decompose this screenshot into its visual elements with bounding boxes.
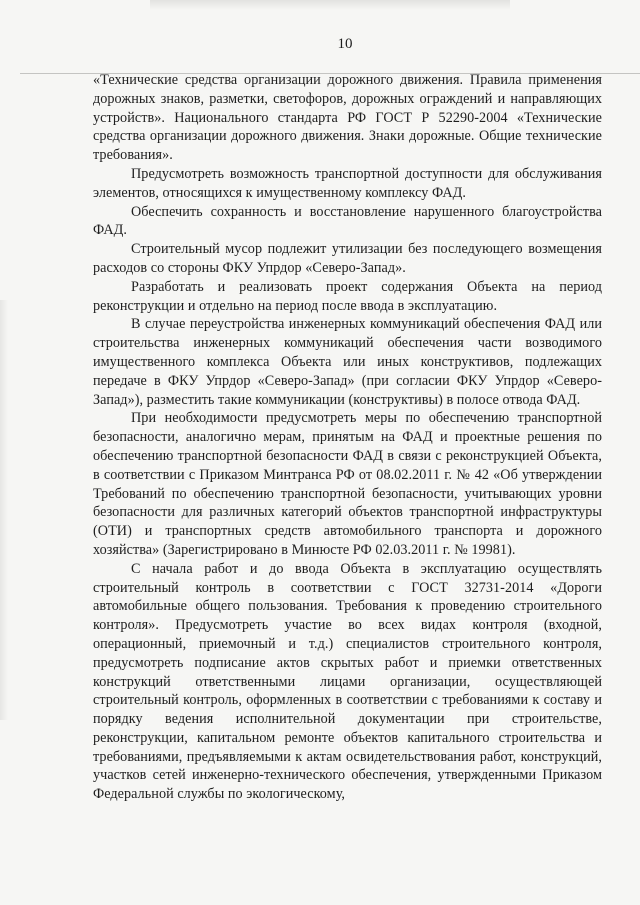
page-number: 10	[337, 36, 353, 52]
paragraph-maintenance-project: Разработать и реализовать проект содержания Объекта на период реконструкции и отдельно на период после ввода в эксплуатацию.	[93, 278, 602, 314]
scan-shadow	[150, 0, 510, 10]
paragraph-transport-access: Предусмотреть возможность транспортной доступности для обслуживания элементов, относящихся к имущественному комплексу ФАД.	[93, 165, 602, 201]
paragraph-transport-security: При необходимости предусмотреть меры по обеспечению транспортной безопасности, аналогично мерам, принятым на ФАД и проектные решения по обеспечению транспортной безопасности ФАД в связи с реконструкцией Объекта, в соответствии с Приказом Минтранса РФ от 08.02.2011 г. № 42 «Об утверждении Требований по обеспечению транспортной безопасности, учитывающих уровни безопасности для различных категорий объектов транспортной инфраструктуры (ОТИ) и транспортных средств автомобильного транспорта и дорожного хозяйства» (Зарегистрировано в Минюсте РФ 02.03.2011 г. № 19981).	[93, 410, 602, 558]
paragraph-preservation: Обеспечить сохранность и восстановление нарушенного благоустройства ФАД.	[93, 203, 602, 239]
paragraph-construction-waste: Строительный мусор подлежит утилизации без последующего возмещения расходов со стороны ФКУ Упрдор «Северо-Запад».	[93, 241, 602, 276]
paragraph-construction-control: С начала работ и до ввода Объекта в эксплуатацию осуществлять строительный контроль в соответствии с ГОСТ 32731-2014 «Дороги автомобильные общего пользования. Требования к проведению строительного контроля». Предусмотреть участие во всех видах контроля (входной, операционный, приемочный и т.д.) специалистов строительного контроля, предусмотреть подписание актов скрытых работ и приемки ответственных конструкций ответственными лицами организации, осуществляющей строительный контроль, оформленных в соответствии с требованиями к составу и порядку ведения исполнительной документации при строительстве, реконструкции, капитальном ремонте объектов капитального строительства и требованиями, предъявляемыми к актам освидетельствования работ, конструкций, участков сетей инженерно-технического обеспечения, утвержденными Приказом Федеральной службы по экологическому,	[93, 560, 602, 803]
scan-edge	[0, 300, 8, 720]
paragraph-continuation: «Технические средства организации дорожного движения. Правила применения дорожных знаков, разметки, светофоров, дорожных ограждений и направляющих устройств». Национального стандарта РФ ГОСТ Р 52290-2004 «Технические средства организации дорожного движения. Знаки дорожные. Общие технические требования».	[93, 72, 602, 164]
document-body	[93, 71, 602, 804]
paragraph-utilities: В случае переустройства инженерных коммуникаций обеспечения ФАД или строительства инженерных коммуникаций обеспечения части возводимого имущественного комплекса Объекта или иных конструктивов, подлежащих передаче в ФКУ Упрдор «Северо-Запад» (при согласии ФКУ Упрдор «Северо-Запад»), разместить такие коммуникации (конструктивы) в полосе отвода ФАД.	[93, 316, 602, 408]
